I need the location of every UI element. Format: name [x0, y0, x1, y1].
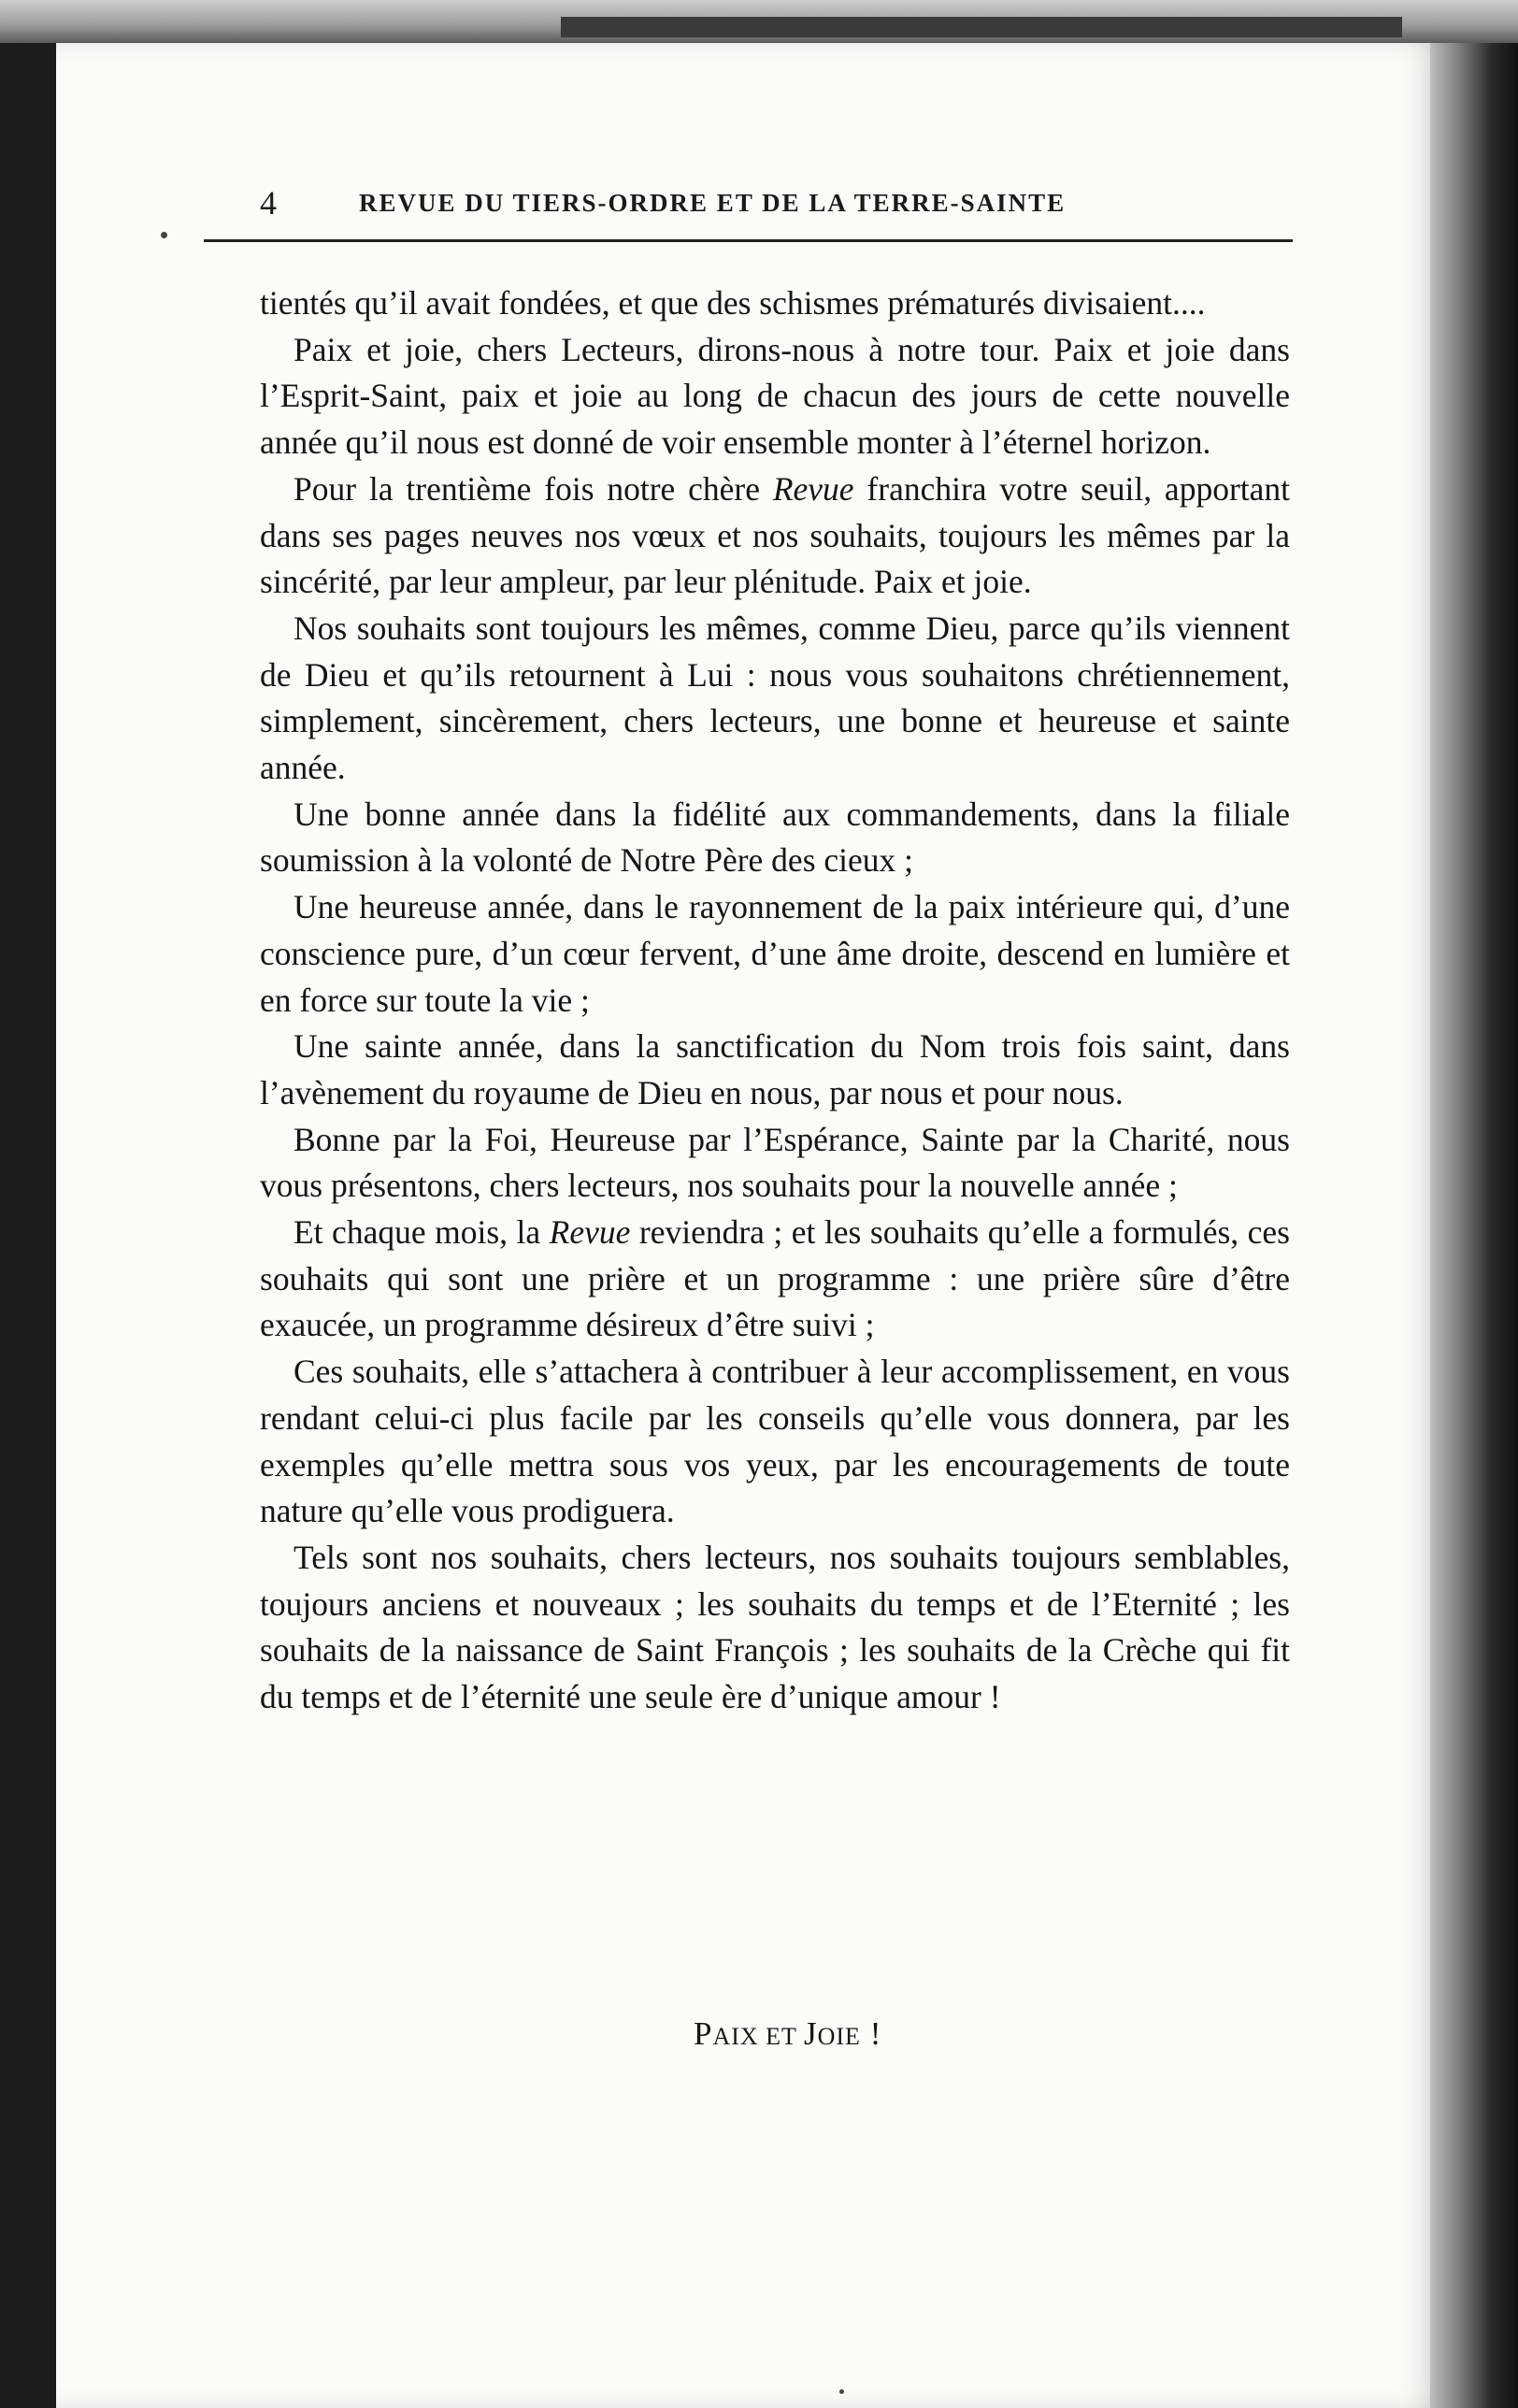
paragraph — [260, 1210, 1290, 1349]
scan-top-edge — [0, 0, 1518, 43]
paragraph-text: franchira votre seuil, apportant dans ses pages neuves nos vœux et nos souhaits, toujours les mêmes par la sincérité, par leur ampleur, par leur plénitude. Paix et joie. — [260, 469, 1290, 601]
scan-top-bar — [561, 17, 1402, 37]
revue-title-italic: Revue — [772, 469, 854, 508]
paragraph-text: reviendra ; et les souhaits qu’elle a formulés, ces souhaits qui sont une prière et un programme : une prière sûre d’être exaucée, un programme désireux d’être suivi ; — [260, 1213, 1290, 1344]
paragraph: Une heureuse année, dans le rayonnement de la paix intérieure qui, d’une conscience pure, d’un cœur fervent, d’une âme droite, descend en lumière et en force sur toute la vie ; — [260, 888, 1290, 1019]
paragraph: Bonne par la Foi, Heureuse par l’Espérance, Sainte par la Charité, nous vous présentons, chers lecteurs, nos souhaits pour la nouvelle année ; — [260, 1120, 1290, 1205]
closing-signature — [694, 2015, 881, 2053]
page-binding-edge — [1430, 43, 1518, 2408]
paragraph: Une bonne année dans la fidélité aux commandements, dans la filiale soumission à la volonté de Notre Père des cieux ; — [260, 795, 1290, 880]
paragraph: Nos souhaits sont toujours les mêmes, comme Dieu, parce qu’ils viennent de Dieu et qu’ils retournent à Lui : nous vous souhaitons chrétiennement, simplement, sincèrement, chers lecteurs, une bonne et heureuse et sainte année. — [260, 609, 1290, 787]
paragraph: Une sainte année, dans la sanctification du Nom trois fois saint, dans l’avènement du royaume de Dieu en nous, par nous et pour nous. — [260, 1027, 1290, 1111]
paragraph: Paix et joie, chers Lecteurs, dirons-nous à notre tour. Paix et joie dans l’Esprit-Saint, paix et joie au long de chacun des jours de cette nouvelle année qu’il nous est donné de voir ensemble monter à l’éternel horizon. — [260, 330, 1290, 462]
paragraph-text: Pour la trentième fois notre chère — [294, 469, 773, 508]
running-head — [204, 183, 1293, 242]
paragraph-text: Et chaque mois, la — [294, 1213, 550, 1252]
paragraph: tientés qu’il avait fondées, et que des schismes prématurés divisaient.... — [260, 284, 1206, 322]
scan-speck — [839, 2389, 844, 2394]
sig-end: ! — [860, 2015, 882, 2052]
sig-letter: J — [803, 2015, 818, 2052]
sig-letter: P — [694, 2015, 713, 2052]
paragraph: Tels sont nos souhaits, chers lecteurs, nos souhaits toujours semblables, toujours anciens et nouveaux ; les souhaits du temps et de l’Eternité ; les souhaits de la naissance de Saint François ; les souhaits de la Crèche qui fit du temps et de l’éternité une seule ère d’unique amour ! — [260, 1538, 1290, 1716]
journal-title: REVUE DU TIERS-ORDRE ET DE LA TERRE-SAINTE — [359, 189, 1067, 217]
paragraph: Ces souhaits, elle s’attachera à contribuer à leur accomplissement, en vous rendant celui-ci plus facile par les conseils qu’elle vous donnera, par les exemples qu’elle mettra sous vos yeux, par les encouragements de toute nature qu’elle vous prodiguera. — [260, 1353, 1290, 1530]
article-body — [260, 280, 1290, 1721]
revue-title-italic: Revue — [549, 1213, 631, 1252]
paragraph — [260, 466, 1290, 606]
sig-smallcaps: AIX ET — [712, 2023, 804, 2050]
scan-speck — [161, 232, 167, 238]
sig-smallcaps: OIE — [817, 2023, 861, 2050]
page-number: 4 — [260, 184, 277, 222]
